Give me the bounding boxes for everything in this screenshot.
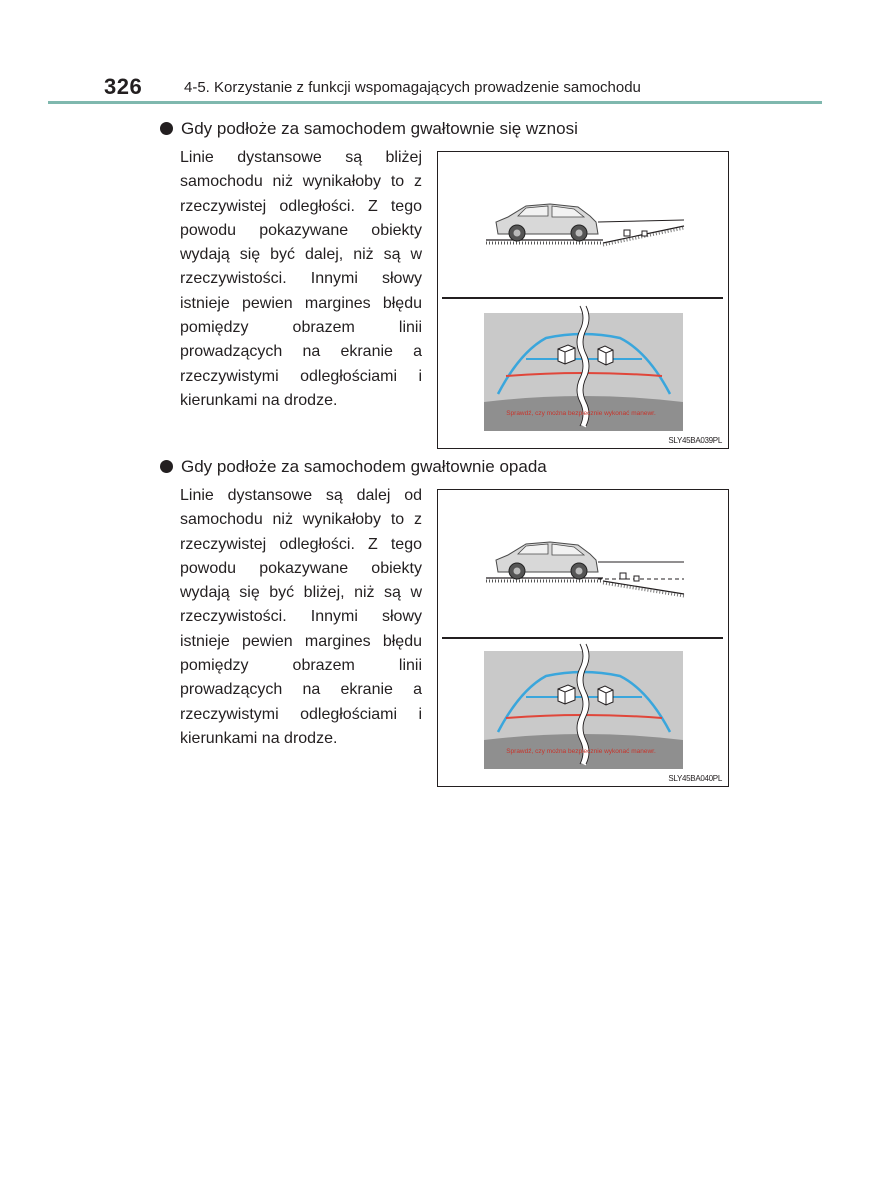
screen-warning-message: Sprawdź, czy można bezpiecznie wykonać manewr. — [506, 410, 656, 417]
figure-code: SLY45BA039PL — [668, 436, 722, 445]
car-side-view — [486, 204, 603, 243]
bullet-icon — [160, 122, 173, 135]
bullet-heading-falling — [160, 457, 547, 477]
figure-falling-slope — [437, 489, 729, 787]
screen-warning-message: Sprawdź, czy można bezpiecznie wykonać manewr. — [506, 748, 656, 755]
header-divider — [48, 101, 822, 104]
heading-text: Gdy podłoże za samochodem gwałtownie się wznosi — [181, 119, 578, 138]
car-side-view — [486, 542, 603, 581]
figure-code: SLY45BA040PL — [668, 774, 722, 783]
rising-ground — [598, 220, 684, 245]
paragraph-falling: Linie dystansowe są dalej od samochodu niż wynikałoby to z rzeczywistej odległości. Z tego powodu pokazywane obiekty wydają się być bliżej, niż są w rzeczywistości. Innymi słowy istnieje pewien margines błędu pomiędzy obrazem linii prowadzących na ekranie a rzeczywistymi odległościami i kierunkami na drodze. — [180, 487, 422, 747]
paragraph-rising: Linie dystansowe są bliżej samochodu niż wynikałoby to z rzeczywistej odległości. Z tego powodu pokazywane obiekty wydają się być dalej, niż są w rzeczywistości. Innymi słowy istnieje pewien margines błędu pomiędzy obrazem linii prowadzących na ekranie a rzeczywistymi odległościami i kierunkami na drodze. — [180, 149, 422, 409]
falling-ground — [598, 562, 684, 596]
figure-rising-slope — [437, 151, 729, 449]
illustration-falling — [438, 490, 727, 785]
illustration-rising — [438, 152, 727, 447]
bullet-heading-rising — [160, 119, 578, 139]
section-title: 4-5. Korzystanie z funkcji wspomagających prowadzenie samochodu — [184, 79, 641, 96]
page-number: 326 — [104, 74, 143, 99]
heading-text: Gdy podłoże za samochodem gwałtownie opada — [181, 457, 547, 476]
bullet-icon — [160, 460, 173, 473]
